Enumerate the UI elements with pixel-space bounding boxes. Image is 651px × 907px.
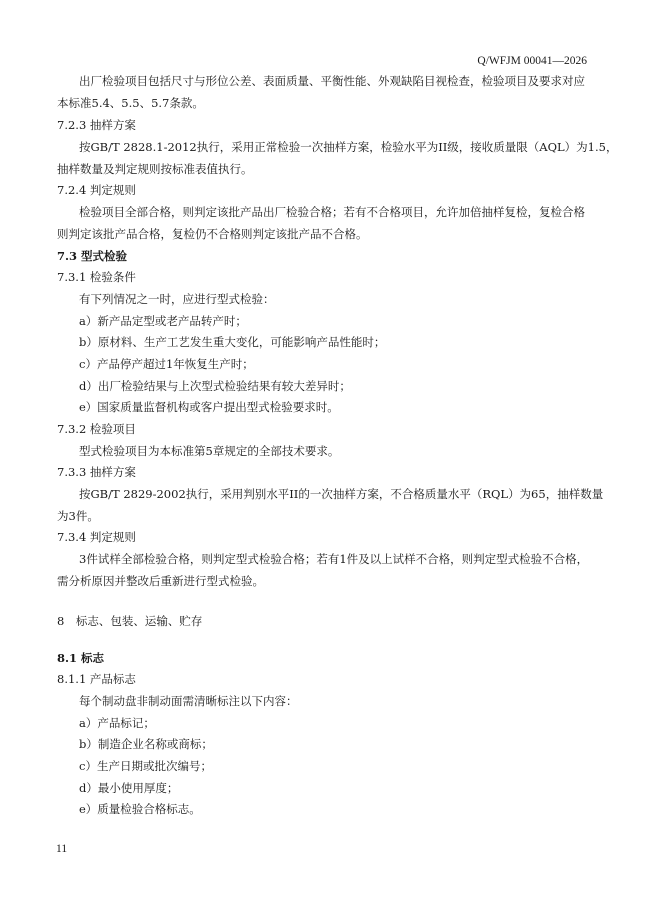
list-item: e）国家质量监督机构或客户提出型式检验要求时。: [79, 400, 339, 414]
list-item: a）产品标记；: [79, 716, 155, 730]
section-heading-7-3-2: 7.3.2 检验项目: [57, 422, 136, 436]
list-item: c）产品停产超过1年恢复生产时；: [79, 357, 254, 371]
paragraph-line: 抽样数量及判定规则按标准表值执行。: [57, 162, 253, 176]
section-heading-7-3-3: 7.3.3 抽样方案: [57, 465, 136, 479]
chapter-heading-8: 8 标志、包装、运输、贮存: [57, 614, 203, 628]
paragraph-line: 需分析原因并整改后重新进行型式检验。: [57, 574, 264, 588]
list-item: d）出厂检验结果与上次型式检验结果有较大差异时；: [79, 379, 351, 393]
section-heading-7-3: 7.3 型式检验: [57, 249, 128, 263]
paragraph-line: 出厂检验项目包括尺寸与形位公差、表面质量、平衡性能、外观缺陷目视检查，检验项目及要求对应: [79, 74, 585, 88]
list-item: d）最小使用厚度；: [79, 781, 179, 795]
document-code: Q/WFJM 00041—2026: [477, 55, 587, 67]
paragraph-line: 为3件。: [57, 509, 99, 523]
list-item: b）原材料、生产工艺发生重大变化，可能影响产品性能时；: [79, 335, 386, 349]
section-heading-8-1: 8.1 标志: [57, 651, 105, 665]
list-item: c）生产日期或批次编号；: [79, 759, 212, 773]
section-heading-7-3-1: 7.3.1 检验条件: [57, 270, 136, 284]
section-heading-7-2-4: 7.2.4 判定规则: [57, 183, 136, 197]
paragraph-line: 检验项目全部合格，则判定该批产品出厂检验合格；若有不合格项目，允许加倍抽样复检，复检合格: [79, 205, 585, 219]
paragraph-line: 本标准5.4、5.5、5.7条款。: [57, 96, 204, 110]
section-heading-7-3-4: 7.3.4 判定规则: [57, 530, 136, 544]
paragraph-line: 按GB/T 2829-2002执行，采用判别水平II的一次抽样方案，不合格质量水平（RQL）为65，抽样数量: [79, 487, 604, 501]
paragraph-line: 则判定该批产品合格，复检仍不合格则判定该批产品不合格。: [57, 227, 368, 241]
page-number: 11: [56, 843, 68, 855]
paragraph-line: 有下列情况之一时，应进行型式检验：: [79, 292, 275, 306]
list-item: a）新产品定型或老产品转产时；: [79, 314, 247, 328]
paragraph-line: 按GB/T 2828.1-2012执行，采用正常检验一次抽样方案，检验水平为II级，接收质量限（AQL）为1.5，: [79, 140, 618, 154]
paragraph-line: 型式检验项目为本标准第5章规定的全部技术要求。: [79, 444, 340, 458]
section-heading-7-2-3: 7.2.3 抽样方案: [57, 118, 136, 132]
paragraph-line: 每个制动盘非制动面需清晰标注以下内容：: [79, 694, 298, 708]
paragraph-line: 3件试样全部检验合格，则判定型式检验合格；若有1件及以上试样不合格，则判定型式检验不合格，: [79, 552, 589, 566]
list-item: b）制造企业名称或商标；: [79, 737, 213, 751]
section-heading-8-1-1: 8.1.1 产品标志: [57, 672, 136, 686]
list-item: e）质量检验合格标志。: [79, 802, 201, 816]
